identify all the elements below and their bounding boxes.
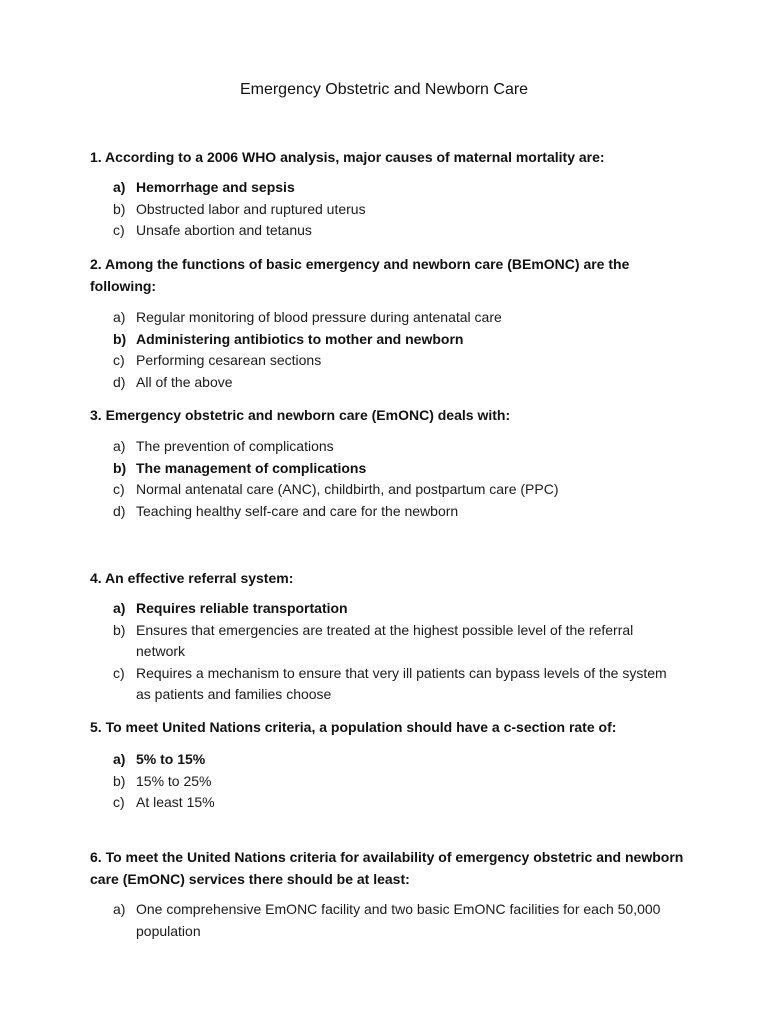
question-1: 1. According to a 2006 WHO analysis, major causes of maternal mortality are: [90, 149, 605, 165]
option-text: 5% to 15% [136, 751, 206, 767]
option-label: d) [113, 373, 126, 390]
option-label: c) [113, 664, 125, 681]
question-5: 5. To meet United Nations criteria, a population should have a c-section rate of: [90, 719, 617, 735]
option-label: a) [113, 438, 126, 454]
option-label: a) [113, 600, 126, 616]
option-3d [113, 501, 683, 523]
option-4c [113, 663, 683, 706]
option-text: Normal antenatal care (ANC), childbirth, and postpartum care (PPC) [136, 481, 559, 497]
option-text: 15% to 25% [136, 772, 212, 789]
option-text: Unsafe abortion and tetanus [136, 222, 312, 238]
option-label: a) [113, 179, 126, 195]
option-text: Performing cesarean sections [136, 352, 322, 368]
option-text: The prevention of complications [136, 438, 334, 454]
question-5-options [113, 749, 683, 814]
option-2c [113, 350, 683, 372]
question-2-options [113, 307, 683, 393]
option-label: a) [113, 751, 126, 767]
option-label: c) [113, 222, 125, 238]
option-4a [113, 598, 683, 620]
option-label: b) [113, 200, 126, 217]
question-4: 4. An effective referral system: [90, 570, 294, 586]
option-6a [113, 899, 683, 942]
option-1c [113, 220, 683, 242]
question-1-options [113, 177, 683, 242]
question-4-options [113, 598, 683, 706]
option-label: a) [113, 309, 126, 325]
option-2a [113, 307, 683, 329]
option-2b [113, 329, 683, 351]
question-3: 3. Emergency obstetric and newborn care (EmONC) deals with: [90, 407, 511, 423]
option-1a [113, 177, 683, 199]
option-text: Hemorrhage and sepsis [136, 179, 295, 195]
option-label: b) [113, 459, 127, 476]
question-2: 2. Among the functions of basic emergency and newborn care (BEmONC) are the following: [90, 256, 630, 294]
option-3c [113, 479, 683, 501]
option-label: c) [113, 481, 125, 497]
option-label: c) [113, 794, 125, 810]
option-text: Ensures that emergencies are treated at the highest possible level of the referral network [136, 621, 634, 659]
option-text: Administering antibiotics to mother and newborn [136, 330, 464, 347]
option-text: Obstructed labor and ruptured uterus [136, 200, 366, 217]
option-3b [113, 458, 683, 480]
option-4b [113, 620, 683, 663]
option-label: c) [113, 352, 125, 368]
option-text: At least 15% [136, 794, 215, 810]
option-5b [113, 771, 683, 793]
option-text: One comprehensive EmONC facility and two basic EmONC facilities for each 50,000 population [136, 901, 661, 939]
question-6-options [113, 899, 683, 942]
question-3-options [113, 436, 683, 522]
option-text: Requires a mechanism to ensure that very ill patients can bypass levels of the system as patients and families choose [136, 664, 667, 702]
option-text: All of the above [136, 373, 233, 390]
option-3a [113, 436, 683, 458]
option-label: d) [113, 502, 126, 519]
option-label: b) [113, 330, 127, 347]
option-1b [113, 199, 683, 221]
question-6: 6. To meet the United Nations criteria for availability of emergency obstetric and newborn care (EmONC) services there should be at least: [90, 849, 684, 887]
option-label: b) [113, 621, 126, 638]
option-text: The management of complications [136, 459, 367, 476]
option-5a [113, 749, 683, 771]
option-2d [113, 372, 683, 394]
option-text: Requires reliable transportation [136, 600, 348, 616]
document-title: Emergency Obstetric and Newborn Care [239, 81, 529, 98]
option-text: Regular monitoring of blood pressure during antenatal care [136, 309, 502, 325]
option-text: Teaching healthy self-care and care for the newborn [136, 502, 459, 519]
option-5c [113, 792, 683, 814]
option-label: b) [113, 772, 126, 789]
option-label: a) [113, 901, 126, 917]
